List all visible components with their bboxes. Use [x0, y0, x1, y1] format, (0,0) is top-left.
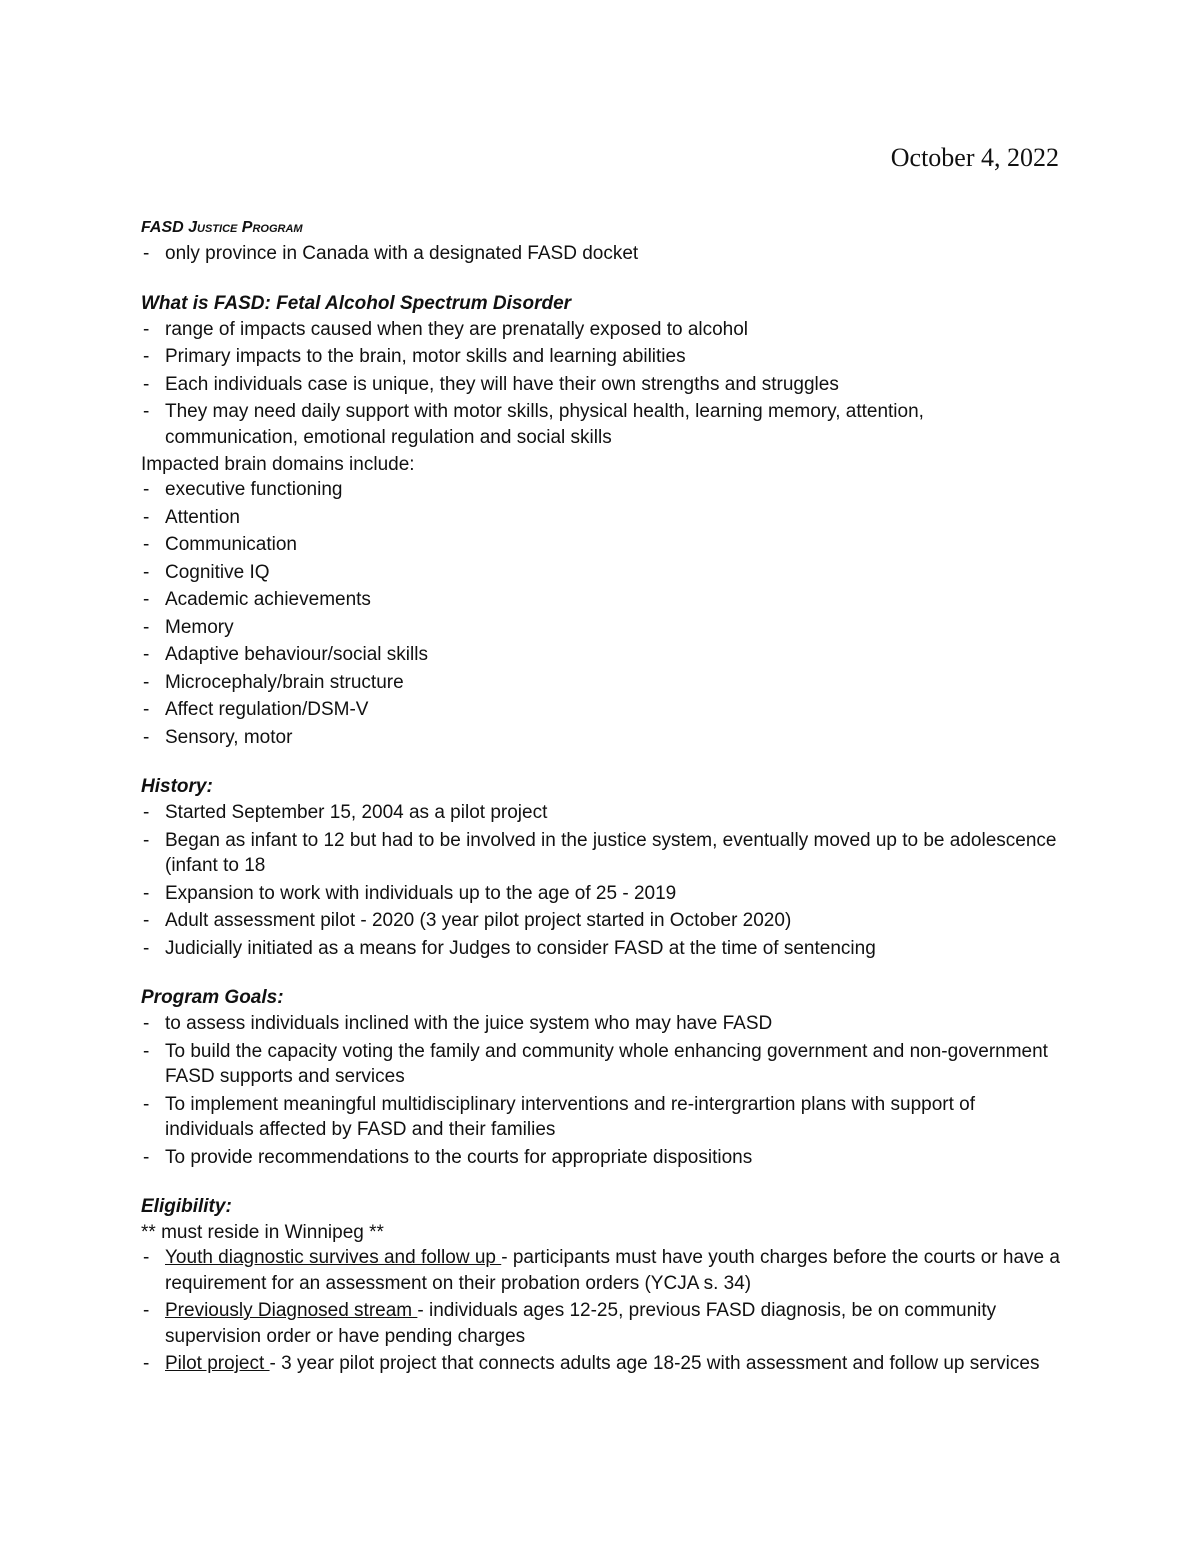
- section-what-is-fasd: [141, 291, 1061, 751]
- notes-body: [141, 218, 1061, 1401]
- list-item: - Began as infant to 12 but had to be involved in the justice system, eventually moved up to be adolescence (infant to 18: [141, 828, 1061, 879]
- section-history: [141, 774, 1061, 961]
- history-list: [141, 800, 1061, 961]
- list-item: - Started September 15, 2004 as a pilot project: [141, 800, 1061, 826]
- section-program: [141, 218, 1061, 267]
- goals-list: [141, 1011, 1061, 1170]
- list-item: [141, 1298, 1061, 1349]
- what-is-list: [141, 317, 1061, 451]
- list-item: - They may need daily support with motor skills, physical health, learning memory, attention, communication, emotional regulation and social skills: [141, 399, 1061, 450]
- list-item: - Academic achievements: [141, 587, 1061, 613]
- list-item: - Judicially initiated as a means for Judges to consider FASD at the time of sentencing: [141, 936, 1061, 962]
- goals-heading: Program Goals:: [141, 987, 284, 1008]
- section-program-goals: [141, 985, 1061, 1170]
- document-date: October 4, 2022: [890, 143, 1059, 172]
- list-item: - To build the capacity voting the family and community whole enhancing government and non-government FASD supports and services: [141, 1039, 1061, 1090]
- program-list: [141, 241, 1061, 267]
- list-item: [141, 1245, 1061, 1296]
- program-title: FASD Justice Program: [141, 219, 303, 236]
- list-item: - Expansion to work with individuals up to the age of 25 - 2019: [141, 881, 1061, 907]
- stream-description: - individuals ages 12-25, previous FASD diagnosis, be on community supervision order or have pending charges: [165, 1300, 997, 1347]
- list-item: - Cognitive IQ: [141, 560, 1061, 586]
- stream-title: Previously Diagnosed stream: [165, 1300, 418, 1321]
- list-item: - Each individuals case is unique, they will have their own strengths and struggles: [141, 372, 1061, 398]
- stream-title: Youth diagnostic survives and follow up: [165, 1247, 502, 1268]
- list-item: - Microcephaly/brain structure: [141, 670, 1061, 696]
- list-item: - To implement meaningful multidisciplinary interventions and re-intergrartion plans with support of individuals affected by FASD and their families: [141, 1092, 1061, 1143]
- stream-title: Pilot project: [165, 1353, 270, 1374]
- list-item: - only province in Canada with a designated FASD docket: [141, 241, 1061, 267]
- history-heading: History:: [141, 776, 213, 797]
- list-item: - Communication: [141, 532, 1061, 558]
- domains-label: Impacted brain domains include:: [141, 454, 415, 475]
- list-item: - to assess individuals inclined with the juice system who may have FASD: [141, 1011, 1061, 1037]
- list-item: [141, 1351, 1061, 1377]
- list-item: - Adaptive behaviour/social skills: [141, 642, 1061, 668]
- list-item: - range of impacts caused when they are prenatally exposed to alcohol: [141, 317, 1061, 343]
- eligibility-note: ** must reside in Winnipeg **: [141, 1222, 384, 1243]
- list-item: - To provide recommendations to the courts for appropriate dispositions: [141, 1145, 1061, 1171]
- list-item: - Sensory, motor: [141, 725, 1061, 751]
- list-item: - Memory: [141, 615, 1061, 641]
- section-eligibility: [141, 1194, 1061, 1377]
- domains-list: [141, 477, 1061, 750]
- stream-description: - participants must have youth charges before the courts or have a requirement for an assessment on their probation orders (YCJA s. 34): [165, 1247, 1060, 1294]
- list-item: - executive functioning: [141, 477, 1061, 503]
- list-item: - Primary impacts to the brain, motor skills and learning abilities: [141, 344, 1061, 370]
- list-item: - Affect regulation/DSM-V: [141, 697, 1061, 723]
- list-item: - Attention: [141, 505, 1061, 531]
- eligibility-heading: Eligibility:: [141, 1196, 232, 1217]
- what-is-heading: What is FASD: Fetal Alcohol Spectrum Disorder: [141, 292, 572, 314]
- list-item: - Adult assessment pilot - 2020 (3 year pilot project started in October 2020): [141, 908, 1061, 934]
- stream-description: - 3 year pilot project that connects adults age 18-25 with assessment and follow up services: [269, 1353, 1040, 1374]
- eligibility-list: [141, 1245, 1061, 1377]
